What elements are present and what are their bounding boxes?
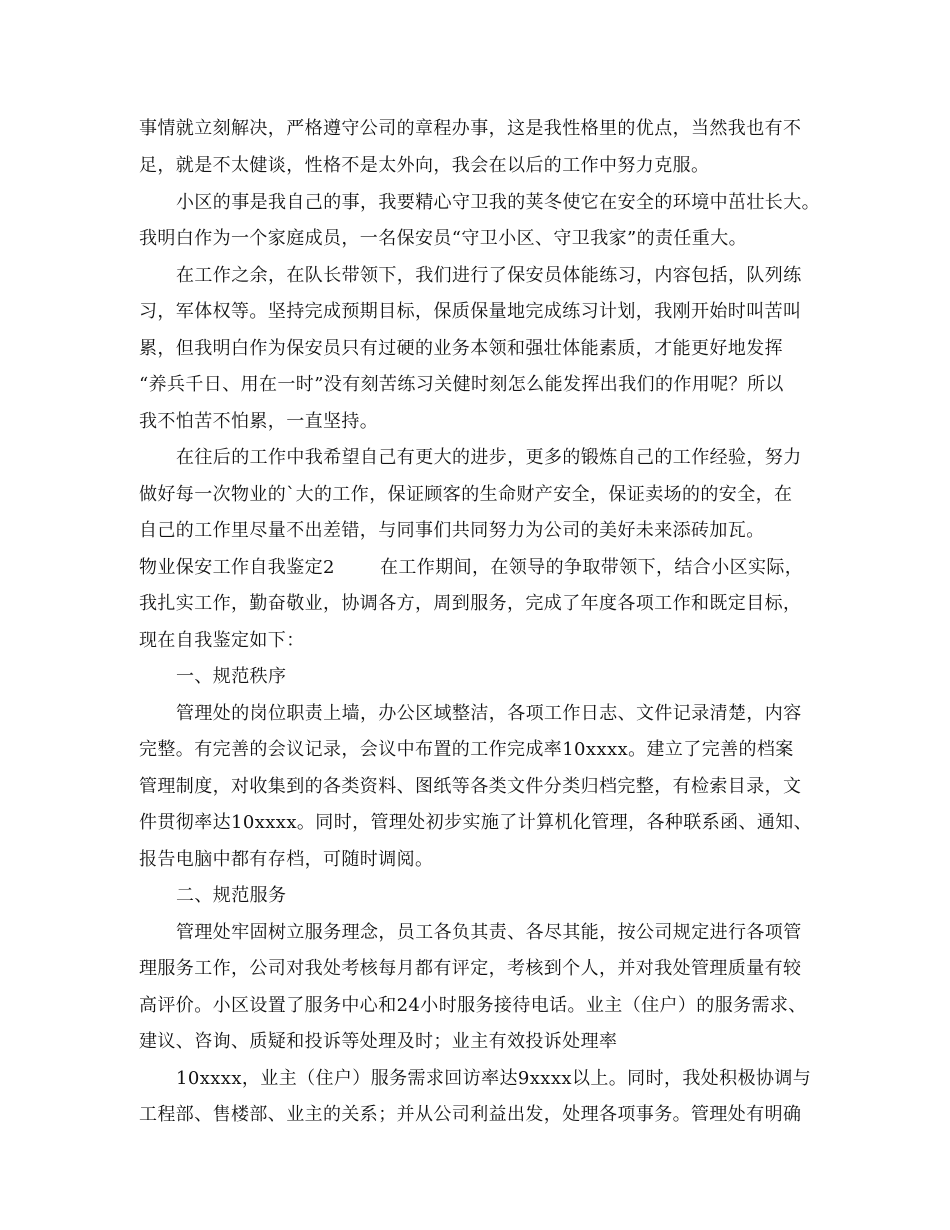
text-line: 现在自我鉴定如下： (139, 630, 305, 651)
text-line: 习，军体权等。坚持完成预期目标，保质保量地完成练习计划，我刚开始时叫苦叫 (139, 301, 802, 322)
text-line: 自己的工作里尽量不出差错，与同事们共同努力为公司的美好未来添砖加瓦。 (139, 520, 765, 541)
subheading: 二、规范服务 (176, 885, 287, 906)
text-run: 在工作期间，在领导的争取带领下，结合小区实际， (380, 557, 804, 578)
text-line: 在工作之余，在队长带领下，我们进行了保安员体能练习，内容包括，队列练 (176, 265, 802, 286)
text-line: 工程部、售楼部、业主的关系；并从公司利益出发，处理各项事务。管理处有明确 (139, 1104, 802, 1125)
text-line: 管理处的岗位职责上墙，办公区域整洁，各项工作日志、文件记录清楚，内容 (176, 703, 802, 724)
text-line: 建议、咨询、质疑和投诉等处理及时；业主有效投诉处理率 (139, 1031, 618, 1052)
text-line: 完整。有完善的会议记录，会议中布置的工作完成率10xxxx。建立了完善的档案 (139, 739, 794, 760)
text-line: 管理制度，对收集到的各类资料、图纸等各类文件分类归档完整，有检索目录，文 (139, 776, 802, 797)
text-line: 我明白作为一个家庭成员，一名保安员“守卫小区、守卫我家”的责任重大。 (139, 228, 748, 249)
text-line: 报告电脑中都有存档，可随时调阅。 (139, 849, 434, 870)
text-line: 件贯彻率达10xxxx。同时，管理处初步实施了计算机化管理，各种联系函、通知、 (139, 812, 813, 833)
section-heading: 物业保安工作自我鉴定2 (139, 557, 335, 578)
text-line: “养兵千日、用在一时”没有刻苦练习关健时刻怎么能发挥出我们的作用呢？所以 (139, 374, 784, 395)
text-line: 10xxxx，业主（住户）服务需求回访率达9xxxx以上。同时，我处积极协调与 (176, 1068, 812, 1089)
text-line: 高评价。小区设置了服务中心和24小时服务接待电话。业主（住户）的服务需求、 (139, 995, 807, 1016)
subheading: 一、规范秩序 (176, 666, 287, 687)
text-line: 管理处牢固树立服务理念，员工各负其责、各尽其能，按公司规定进行各项管 (176, 922, 802, 943)
text-line: 我扎实工作，勤奋敬业，协调各方，周到服务，完成了年度各项工作和既定目标， (139, 593, 802, 614)
text-line: 足，就是不太健谈，性格不是太外向，我会在以后的工作中努力克服。 (139, 155, 710, 176)
text-line: 在往后的工作中我希望自己有更大的进步，更多的锻炼自己的工作经验，努力 (176, 447, 802, 468)
text-line: 理服务工作，公司对我处考核每月都有评定，考核到个人，并对我处管理质量有较 (139, 958, 802, 979)
text-line: 累，但我明白作为保安员只有过硬的业务本领和强壮体能素质，才能更好地发挥 (139, 338, 783, 359)
text-line: 做好每一次物业的`大的工作，保证顾客的生命财产安全，保证卖场的的安全，在 (139, 484, 793, 505)
text-line: 我不怕苦不怕累，一直坚持。 (139, 411, 379, 432)
text-line: 小区的事是我自己的事，我要精心守卫我的荚冬使它在安全的环境中茁壮长大。 (176, 192, 820, 213)
text-line: 事情就立刻解决，严格遵守公司的章程办事，这是我性格里的优点，当然我也有不 (139, 118, 802, 139)
